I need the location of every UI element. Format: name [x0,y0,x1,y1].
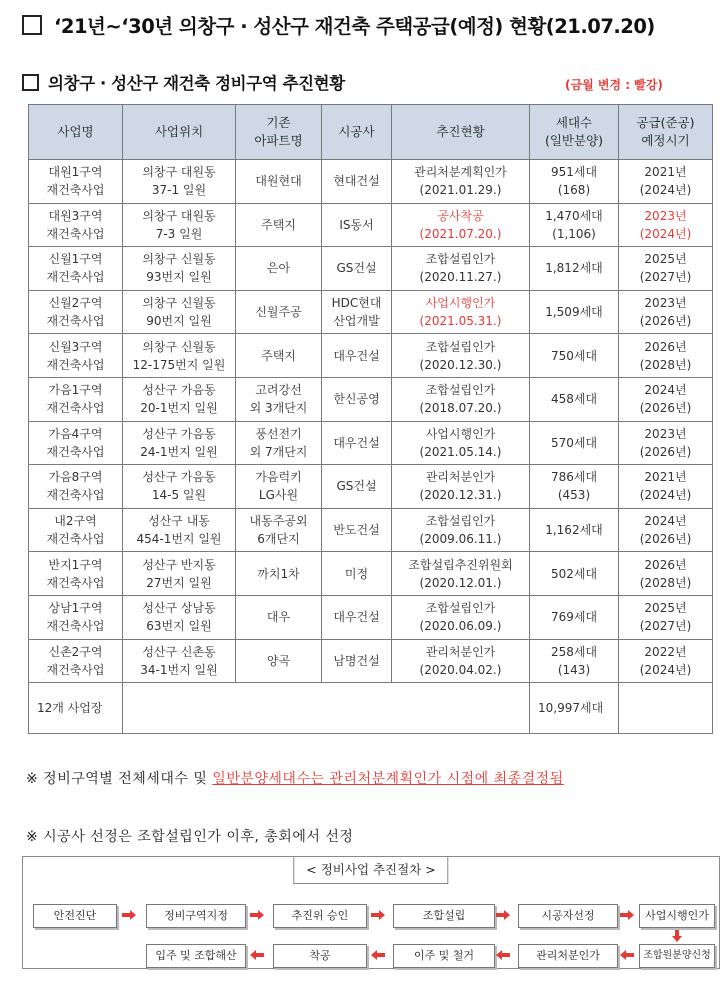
apartment-cell: 고려강선 외 3개단지 [236,377,322,421]
apartment-cell: 대원현대 [236,160,322,204]
apartment-cell: 주택지 [236,203,322,247]
page-title: ‘21년~‘30년 의창구 · 성산구 재건축 주택공급(예정) 현황(21.07.20) [54,15,655,38]
supply-cell: 2022년 (2024년) [619,639,713,683]
builder-cell: HDC현대 산업개발 [322,290,392,334]
project-name-cell: 대원1구역 재건축사업 [29,160,123,204]
apartment-cell: 신월주공 [236,290,322,334]
arrow-right-icon [496,910,510,920]
process-step: 사업시행인가 [639,904,715,928]
process-step: 착공 [273,944,367,968]
builder-cell: 반도건설 [322,508,392,552]
builder-cell: 남명건설 [322,639,392,683]
apartment-cell: 풍선전기 외 7개단지 [236,421,322,465]
section-heading: 의창구 · 성산구 재건축 정비구역 추진현황 [48,74,345,93]
project-status-table [28,104,713,734]
project-name-cell: 대원3구역 재건축사업 [29,203,123,247]
units-cell: 570세대 [530,421,619,465]
apartment-cell: 내동주공외 6개단지 [236,508,322,552]
status-cell: 관리처분인가 (2020.12.31.) [392,465,530,509]
supply-cell: 2025년 (2027년) [619,595,713,639]
footnote-units-highlight: 일반분양세대수는 관리처분계획인가 시점에 최종결정됨 [212,771,564,787]
status-cell: 조합설립인가 (2020.06.09.) [392,595,530,639]
apartment-cell: 대우 [236,595,322,639]
table-row [29,160,713,204]
project-name-cell: 가음4구역 재건축사업 [29,421,123,465]
total-units-cell: 10,997세대 [530,683,619,734]
arrow-left-icon [371,950,385,960]
process-step: 정비구역지정 [146,904,246,928]
status-cell: 관리처분인가 (2020.04.02.) [392,639,530,683]
builder-cell: GS건설 [322,247,392,291]
supply-cell: 2024년 (2026년) [619,508,713,552]
units-cell: 1,812세대 [530,247,619,291]
status-cell: 조합설립인가 (2020.11.27.) [392,247,530,291]
footnote-units-prefix: ※ 정비구역별 전체세대수 및 [26,771,213,787]
builder-cell: IS동서 [322,203,392,247]
location-cell: 성산구 상남동 63번지 일원 [123,595,236,639]
builder-cell: 대우건설 [322,334,392,378]
total-empty-cell [123,683,530,734]
total-projects-cell: 12개 사업장 [29,683,123,734]
footnote-units [26,768,564,788]
arrow-right-icon [371,910,385,920]
arrow-left-icon [250,950,264,960]
location-cell: 성산구 가음동 14-5 일원 [123,465,236,509]
col-header: 추진현황 [392,105,530,160]
units-cell: 1,162세대 [530,508,619,552]
status-cell-changed: 사업시행인가 (2021.05.31.) [392,290,530,334]
project-name-cell: 가음8구역 재건축사업 [29,465,123,509]
project-name-cell: 상남1구역 재건축사업 [29,595,123,639]
table-row [29,334,713,378]
col-header: 기존 아파트명 [236,105,322,160]
location-cell: 의창구 대원동 37-1 일원 [123,160,236,204]
units-cell: 258세대 (143) [530,639,619,683]
table-row [29,508,713,552]
process-step: 안전진단 [33,904,117,928]
project-name-cell: 내2구역 재건축사업 [29,508,123,552]
project-name-cell: 반지1구역 재건축사업 [29,552,123,596]
process-step: 추진위 승인 [273,904,367,928]
checkbox-icon [22,74,39,91]
project-name-cell: 가음1구역 재건축사업 [29,377,123,421]
builder-cell: 대우건설 [322,595,392,639]
table-total-row [29,683,713,734]
process-step: 이주 및 철거 [393,944,495,968]
process-step: 조합설립 [393,904,495,928]
status-cell: 관리처분계획인가 (2021.01.29.) [392,160,530,204]
page-title-block [22,10,655,40]
process-step: 관리처분인가 [518,944,618,968]
units-cell: 502세대 [530,552,619,596]
col-header: 세대수 (일반분양) [530,105,619,160]
status-cell-changed: 공사착공 (2021.07.20.) [392,203,530,247]
units-cell: 750세대 [530,334,619,378]
table-row [29,639,713,683]
table-row [29,377,713,421]
status-cell: 사업시행인가 (2021.05.14.) [392,421,530,465]
location-cell: 성산구 반지동 27번지 일원 [123,552,236,596]
builder-cell: 한신공영 [322,377,392,421]
project-name-cell: 신월3구역 재건축사업 [29,334,123,378]
units-cell: 1,509세대 [530,290,619,334]
location-cell: 의창구 신월동 93번지 일원 [123,247,236,291]
table-row [29,203,713,247]
arrow-left-icon [620,950,634,960]
process-diagram [22,856,720,969]
col-header: 사업위치 [123,105,236,160]
builder-cell: 대우건설 [322,421,392,465]
process-step: 입주 및 조합해산 [146,944,246,968]
status-cell: 조합설립인가 (2009.06.11.) [392,508,530,552]
table-row [29,595,713,639]
location-cell: 성산구 신촌동 34-1번지 일원 [123,639,236,683]
table-row [29,552,713,596]
builder-cell: 현대건설 [322,160,392,204]
apartment-cell: 가음럭키 LG사원 [236,465,322,509]
location-cell: 성산구 가음동 24-1번지 일원 [123,421,236,465]
supply-cell: 2021년 (2024년) [619,160,713,204]
builder-cell: 미정 [322,552,392,596]
status-cell: 조합설립인가 (2020.12.30.) [392,334,530,378]
process-title: < 정비사업 추진절차 > [293,857,448,884]
builder-cell: GS건설 [322,465,392,509]
project-name-cell: 신월1구역 재건축사업 [29,247,123,291]
col-header: 시공사 [322,105,392,160]
supply-cell: 2026년 (2028년) [619,334,713,378]
project-name-cell: 신촌2구역 재건축사업 [29,639,123,683]
location-cell: 의창구 신월동 12-175번지 일원 [123,334,236,378]
supply-cell: 2023년 (2026년) [619,421,713,465]
units-cell: 786세대 (453) [530,465,619,509]
location-cell: 의창구 대원동 7-3 일원 [123,203,236,247]
location-cell: 성산구 내동 454-1번지 일원 [123,508,236,552]
supply-cell: 2026년 (2028년) [619,552,713,596]
col-header: 공급(준공) 예정시기 [619,105,713,160]
footnote-builder: ※ 시공사 선정은 조합설립인가 이후, 총회에서 선정 [26,829,354,845]
units-cell: 1,470세대 (1,106) [530,203,619,247]
status-cell: 조합설립인가 (2018.07.20.) [392,377,530,421]
project-name-cell: 신월2구역 재건축사업 [29,290,123,334]
process-step: 조합원분양신청 [639,944,715,968]
col-header: 사업명 [29,105,123,160]
table-row [29,421,713,465]
location-cell: 성산구 가음동 20-1번지 일원 [123,377,236,421]
table-header-row [29,105,713,160]
apartment-cell: 양곡 [236,639,322,683]
apartment-cell: 까치1차 [236,552,322,596]
change-legend-note: (금월 변경 : 빨강) [565,78,663,92]
total-empty-cell [619,683,713,734]
arrow-right-icon [122,910,136,920]
apartment-cell: 은아 [236,247,322,291]
supply-cell [619,203,713,247]
arrow-right-icon [620,910,634,920]
table-row [29,465,713,509]
units-cell: 951세대 (168) [530,160,619,204]
arrow-right-icon [250,910,264,920]
arrow-down-icon [672,930,682,942]
process-step: 시공자선정 [518,904,618,928]
section-heading-block [22,70,345,94]
units-cell: 458세대 [530,377,619,421]
table-row [29,290,713,334]
status-cell: 조합설립추진위원회 (2020.12.01.) [392,552,530,596]
location-cell: 의창구 신월동 90번지 일원 [123,290,236,334]
arrow-left-icon [496,950,510,960]
supply-cell: 2025년 (2027년) [619,247,713,291]
table-row [29,247,713,291]
supply-cell: 2024년 (2026년) [619,377,713,421]
supply-year-changed: 2023년 (2024년) [639,208,692,241]
checkbox-icon [22,15,42,35]
supply-cell: 2021년 (2024년) [619,465,713,509]
apartment-cell: 주택지 [236,334,322,378]
units-cell: 769세대 [530,595,619,639]
supply-cell: 2023년 (2026년) [619,290,713,334]
